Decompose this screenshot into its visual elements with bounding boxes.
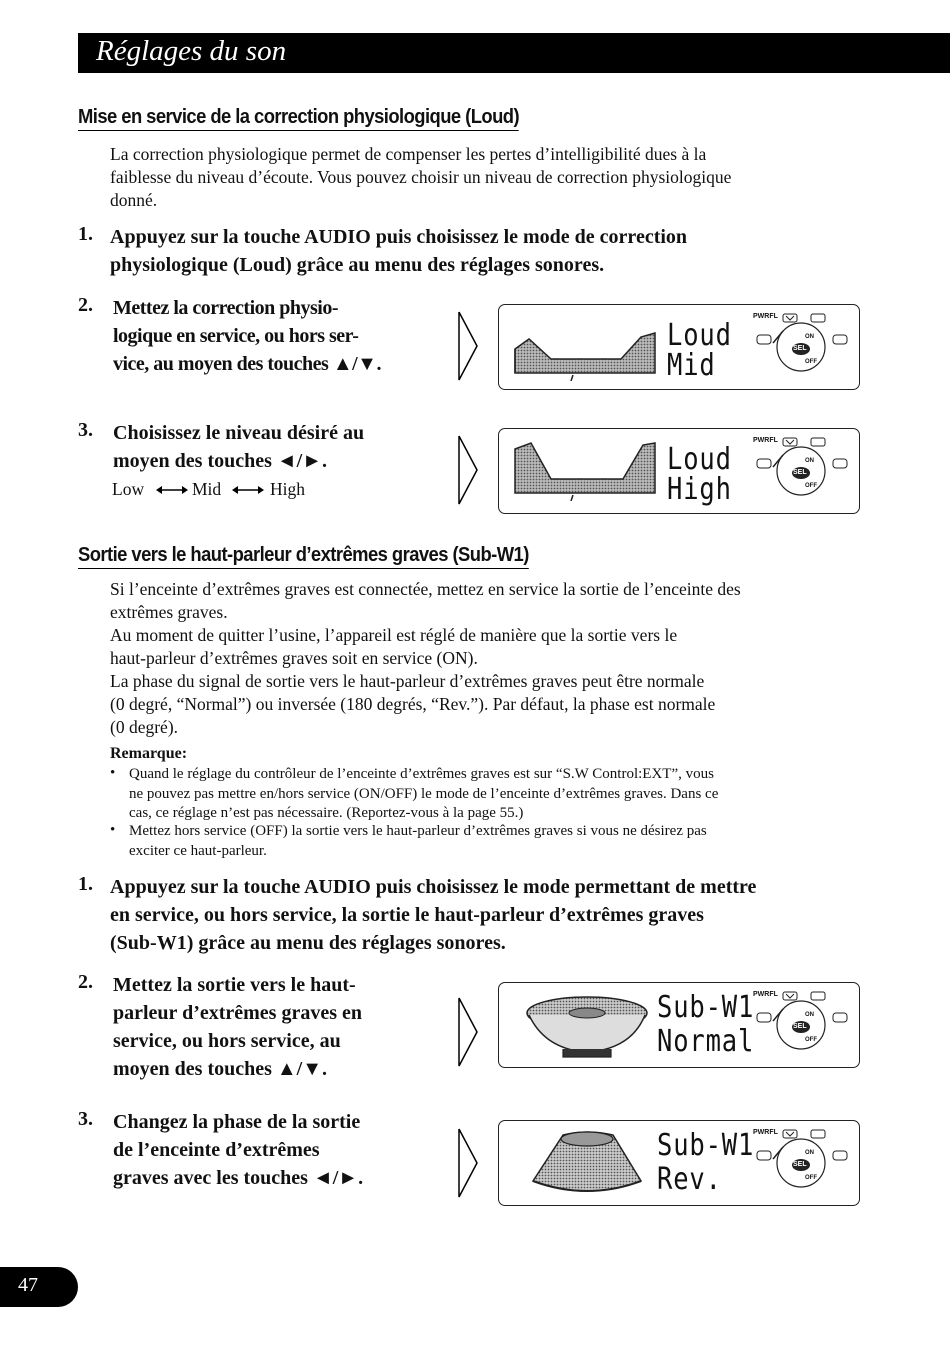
step-line: logique en service, ou hors ser- — [113, 325, 359, 347]
sel-label: SEL — [793, 469, 807, 476]
step-line: Mettez la correction physio- — [113, 297, 338, 319]
loud-eq-curve-icon — [511, 439, 659, 501]
step-line: en service, ou hors service, la sortie le haut-parleur d’extrêmes graves — [110, 904, 704, 926]
intro-line: (0 degré). — [110, 717, 179, 737]
control-panel — [753, 313, 853, 383]
section-intro-loud — [110, 143, 870, 212]
control-panel — [753, 1129, 853, 1199]
step-line: (Sub-W1) grâce au menu des réglages sonores. — [110, 932, 506, 954]
double-arrow-icon — [156, 484, 188, 496]
remark-title: Remarque: — [110, 745, 188, 762]
step-number: 2. — [78, 971, 93, 993]
intro-line: donné. — [110, 190, 158, 210]
bullet-line: Quand le réglage du contrôleur de l’enceinte d’extrêmes graves est sur “S.W Control:EXT”, vous — [129, 766, 714, 782]
intro-line: extrêmes graves. — [110, 602, 228, 622]
level-high: High — [270, 479, 305, 499]
bullet-line: ne pouvez pas mettre en/hors service (ON/OFF) le mode de l’enceinte d’extrêmes graves. Dans ce — [129, 785, 719, 802]
level-mid: Mid — [192, 479, 222, 499]
step-line: Appuyez sur la touche AUDIO puis choisissez le mode de correction — [110, 226, 688, 248]
on-label: ON — [805, 458, 814, 464]
step-line: Choisissez le niveau désiré au — [113, 422, 365, 444]
bullet-line: Mettez hors service (OFF) la sortie vers le haut-parleur d’extrêmes graves si vous ne désirez pas — [129, 823, 707, 839]
section-intro-subwoofer — [110, 578, 870, 739]
step-number: 2. — [78, 294, 93, 316]
step-line: moyen des touches ◄/►. — [113, 450, 328, 472]
page-title: Réglages du son — [96, 35, 287, 67]
intro-line: La phase du signal de sortie vers le haut-parleur d’extrêmes graves peut être normale — [110, 671, 705, 691]
sel-label: SEL — [793, 1161, 807, 1168]
pwrfl-label: PWRFL — [753, 313, 778, 320]
section-title-loud: Mise en service de la correction physiologique (Loud) — [78, 106, 519, 131]
page-number-tab — [0, 1267, 78, 1307]
step-number: 1. — [78, 873, 93, 895]
step-instruction — [113, 419, 364, 475]
header-bar — [78, 33, 950, 73]
off-label: OFF — [805, 359, 817, 365]
remark-bullet — [129, 765, 859, 824]
lcd-line-2: Normal — [657, 1024, 755, 1059]
step-line: Mettez la sortie vers le haut- — [113, 974, 356, 996]
step-line: Appuyez sur la touche AUDIO puis choisissez le mode permettant de mettre — [110, 876, 757, 898]
intro-line: faiblesse du niveau d’écoute. Vous pouvez choisir un niveau de correction physiologique — [110, 167, 732, 187]
off-label: OFF — [805, 1037, 817, 1043]
step-line: service, ou hors service, au — [113, 1030, 341, 1052]
step-line: de l’enceinte d’extrêmes — [113, 1139, 320, 1161]
lcd-line-2: Rev. — [657, 1162, 722, 1197]
step-line: vice, au moyen des touches ▲/▼. — [113, 353, 381, 375]
bullet-dot: • — [110, 822, 116, 838]
arrow-right-outline-icon — [457, 310, 479, 382]
on-label: ON — [805, 1012, 814, 1018]
remark-bullet — [129, 822, 859, 861]
page-number: 47 — [18, 1274, 38, 1296]
pwrfl-label: PWRFL — [753, 437, 778, 444]
step-instruction — [113, 971, 362, 1083]
lcd-line-2: High — [667, 472, 732, 507]
sel-label: SEL — [793, 345, 807, 352]
step-instruction — [113, 1108, 363, 1192]
pwrfl-label: PWRFL — [753, 1129, 778, 1136]
bullet-line: cas, ce réglage n’est pas nécessaire. (Reportez-vous à la page 55.) — [129, 805, 524, 821]
step-line: Changez la phase de la sortie — [113, 1111, 361, 1133]
lcd-line-1: Sub-W1 — [657, 990, 755, 1025]
step-number: 1. — [78, 223, 93, 245]
arrow-right-outline-icon — [457, 996, 479, 1068]
section-title-subwoofer: Sortie vers le haut-parleur d’extrêmes graves (Sub-W1) — [78, 544, 529, 569]
control-panel — [753, 991, 853, 1061]
step-line: parleur d’extrêmes graves en — [113, 1002, 363, 1024]
speaker-rear-icon — [523, 1129, 653, 1199]
intro-line: haut-parleur d’extrêmes graves soit en service (ON). — [110, 648, 478, 668]
intro-line: Au moment de quitter l’usine, l’appareil est réglé de manière que la sortie vers le — [110, 625, 678, 645]
step-line: moyen des touches ▲/▼. — [113, 1058, 328, 1080]
step-number: 3. — [78, 419, 93, 441]
lcd-display-subw1-rev — [498, 1120, 860, 1206]
off-label: OFF — [805, 483, 817, 489]
lcd-line-1: Loud — [667, 442, 732, 477]
lcd-display-loud-high — [498, 428, 860, 514]
intro-line: La correction physiologique permet de compenser les pertes d’intelligibilité dues à la — [110, 144, 707, 164]
bullet-dot: • — [110, 765, 116, 781]
arrow-right-outline-icon — [457, 1127, 479, 1199]
on-label: ON — [805, 334, 814, 340]
step-instruction — [110, 873, 756, 957]
arrow-right-outline-icon — [457, 434, 479, 506]
intro-line: Si l’enceinte d’extrêmes graves est connectée, mettez en service la sortie de l’enceinte des — [110, 579, 741, 599]
control-panel — [753, 437, 853, 507]
sel-label: SEL — [793, 1023, 807, 1030]
bullet-line: exciter ce haut-parleur. — [129, 842, 267, 859]
lcd-line-1: Loud — [667, 318, 732, 353]
lcd-display-subw1-normal — [498, 982, 860, 1068]
level-low: Low — [112, 479, 145, 499]
intro-line: (0 degré, “Normal”) ou inversée (180 degrés, “Rev.”). Par défaut, la phase est normale — [110, 694, 716, 714]
step-instruction — [110, 223, 687, 279]
lcd-display-loud-mid — [498, 304, 860, 390]
loud-eq-curve-icon — [511, 325, 659, 381]
step-line: physiologique (Loud) grâce au menu des réglages sonores. — [110, 254, 605, 276]
step-line: graves avec les touches ◄/►. — [113, 1167, 364, 1189]
step-number: 3. — [78, 1108, 93, 1130]
speaker-front-icon — [523, 991, 653, 1061]
double-arrow-icon — [232, 484, 264, 496]
lcd-line-1: Sub-W1 — [657, 1128, 755, 1163]
on-label: ON — [805, 1150, 814, 1156]
step-instruction — [113, 294, 381, 378]
pwrfl-label: PWRFL — [753, 991, 778, 998]
off-label: OFF — [805, 1175, 817, 1181]
lcd-line-2: Mid — [667, 348, 716, 383]
